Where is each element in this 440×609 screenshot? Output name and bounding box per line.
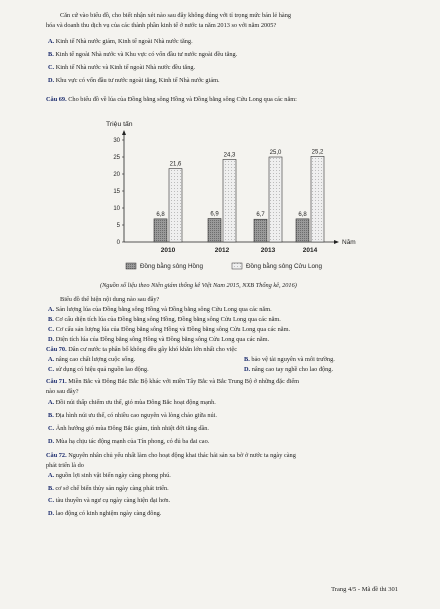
bar-dbsh-2013 [254, 219, 267, 242]
q71-line2: nào sau đây? [46, 388, 79, 395]
y-axis-arrow [122, 130, 126, 135]
y-tick-label: 15 [113, 189, 120, 195]
page-footer: Trang 4/5 - Mã đề thi 301 [331, 586, 398, 593]
q71-option-key: D. [48, 438, 55, 445]
q70-text: Dân cư nước ta phân bố không đều gây khó khăn lớn nhất cho việc [68, 346, 237, 353]
q71-option-key: A. [48, 399, 55, 406]
q69-option-text: Diện tích lúa của Đồng bằng sông Hồng và Đồng bằng sông Cửu Long qua các năm. [55, 336, 270, 343]
q71-option-b[interactable] [48, 412, 217, 420]
q71-option-text: Đồi núi thấp chiếm ưu thế, gió mùa Đông Bắc hoạt động mạnh. [55, 399, 216, 406]
q69-option-b[interactable] [48, 316, 281, 324]
q69-option-key: D. [48, 336, 55, 343]
q72-option-c[interactable] [48, 497, 170, 505]
legend-label-dbscl: Đồng bằng sông Cửu Long [246, 263, 322, 270]
q72-option-d[interactable] [48, 510, 161, 518]
q71-stem [46, 378, 299, 386]
rice-bar-chart [84, 110, 374, 300]
y-tick-label: 0 [116, 240, 120, 246]
q72-option-b[interactable] [48, 485, 169, 493]
q69-option-key: A. [48, 306, 55, 313]
q68-option-text: Kinh tế Nhà nước và Kinh tế ngoài Nhà nước đều tăng. [55, 64, 196, 71]
q71-number: Câu 71. [46, 378, 67, 385]
q68-option-b[interactable] [48, 51, 237, 59]
q69-option-a[interactable] [48, 306, 272, 314]
q68-option-key: B. [48, 51, 54, 58]
q71-option-text: Mùa hạ chịu tác động mạnh của Tín phong, có đủ ba đai cao. [55, 438, 210, 445]
q69-option-key: B. [48, 316, 54, 323]
legend-swatch-dbscl [232, 263, 242, 269]
q72-option-key: B. [48, 484, 54, 492]
q69-option-c[interactable] [48, 326, 290, 334]
q71-option-c[interactable] [48, 425, 209, 433]
q70-option-a[interactable]: A. nâng cao chất lượng cuộc sống. [48, 356, 136, 363]
q71-option-key: B. [48, 412, 54, 419]
q68-option-text: Kinh tế ngoài Nhà nước và Khu vực có vốn đầu tư nước ngoài đều tăng. [55, 51, 238, 58]
bar-dbsh-2010 [154, 219, 167, 242]
q70-option-d[interactable]: D. nâng cao tay nghề cho lao động. [244, 366, 334, 373]
legend-label-dbsh: Đồng bằng sông Hồng [140, 263, 204, 270]
q68-option-key: A. [48, 38, 55, 45]
q71-option-d[interactable] [48, 438, 209, 446]
bar-dbsh-2012 [208, 219, 221, 242]
bar-value-label: 25,0 [269, 150, 282, 156]
q72-option-a[interactable] [48, 472, 171, 480]
q72-option-text: tàu thuyền và ngư cụ ngày càng hiện đại hơn. [55, 497, 171, 504]
bar-value-label: 25,2 [311, 149, 324, 156]
q68-option-d[interactable] [48, 77, 220, 85]
legend-swatch-dbsh [126, 263, 136, 269]
q72-option-text: cơ sở chế biến thủy sản ngày càng phát triển. [55, 484, 169, 492]
y-tick-label: 30 [113, 138, 120, 144]
q70-stem [46, 346, 237, 354]
bar-value-label: 24,3 [223, 152, 236, 159]
q69-option-text: Cơ cấu diện tích lúa của Đồng bằng sông Hồng, Đồng bằng sông Cửu Long qua các năm. [55, 316, 281, 323]
q68-option-a[interactable] [48, 38, 193, 46]
bar-value-label: 6,7 [256, 212, 265, 219]
q68-option-text: Khu vực có vốn đầu tư nước ngoài tăng, Kinh tế Nhà nước giảm. [55, 77, 220, 84]
q71-option-text: Địa hình núi ưu thế, có nhiều cao nguyên và lòng chảo giữa núi. [55, 412, 217, 419]
bar-value-label: 6,8 [156, 211, 165, 218]
q72-line1: Nguyên nhân chủ yếu nhất làm cho hoạt động khai thác hải sản xa bờ ở nước ta ngày càng [68, 452, 296, 459]
q68-option-key: C. [48, 64, 55, 71]
bar-dbscl-2014 [311, 156, 324, 242]
bar-dbscl-2010 [169, 169, 182, 242]
y-tick-label: 5 [116, 223, 120, 229]
q72-option-text: lao động có kinh nghiệm ngày càng đông. [55, 509, 162, 517]
q72-option-key: C. [48, 497, 55, 504]
q71-option-a[interactable] [48, 399, 216, 407]
q71-line1: Miền Bắc và Đông Bắc Bắc Bộ khác với miền Tây Bắc và Bắc Trung Bộ ở những đặc điểm [68, 378, 300, 385]
q69-text: Cho biểu đồ về lúa của Đồng bằng sông Hồng và Đồng bằng sông Cửu Long qua các năm: [68, 96, 297, 103]
q69-number: Câu 69. [46, 96, 67, 103]
y-tick-label: 20 [113, 172, 120, 178]
q70-option-b[interactable]: B. bảo vệ tài nguyên và môi trường. [244, 356, 335, 363]
q68-option-key: D. [48, 77, 55, 84]
q69-option-text: Cơ cấu sản lượng lúa của Đồng bằng sông Hồng và Đồng bằng sông Cửu Long qua các năm. [55, 326, 291, 333]
q72-number: Câu 72. [46, 452, 67, 459]
q72-line2: phát triển là do [46, 462, 84, 469]
q71-option-key: C. [48, 425, 55, 432]
y-axis-label: Triệu tấn [106, 121, 133, 128]
q68-stem-line1: Căn cứ vào biểu đồ, cho biết nhận xét nào sau đây không đúng với tỉ trọng mức bán lẻ hàng [60, 12, 292, 19]
q69-prompt: Biểu đồ thể hiện nội dung nào sau đây? [60, 296, 160, 303]
q68-stem-line2: hóa và doanh thu dịch vụ của các thành phần kinh tế ở nước ta năm 2013 so với năm 2005? [46, 22, 277, 29]
q69-option-text: Sản lượng lúa của Đồng bằng sông Hồng và Đồng bằng sông Cửu Long qua các năm. [55, 306, 272, 313]
chart-source: (Nguồn số liệu theo Niên giám thống kê Việt Nam 2015, NXB Thống kê, 2016) [100, 282, 297, 289]
x-tick-label: 2013 [260, 247, 276, 254]
y-tick-label: 10 [113, 206, 120, 212]
q72-stem [46, 452, 296, 460]
q72-option-text: nguồn lợi sinh vật biển ngày càng phong phú. [55, 472, 171, 479]
x-tick-label: 2010 [160, 247, 176, 254]
q71-option-text: Ảnh hưởng gió mùa Đông Bắc giảm, tính nhiệt đới tăng dần. [55, 425, 210, 432]
x-tick-label: 2014 [302, 247, 318, 254]
q72-option-key: D. [48, 509, 55, 517]
bar-dbscl-2013 [269, 157, 282, 242]
x-tick-label: 2012 [214, 247, 230, 254]
q68-option-c[interactable] [48, 64, 195, 72]
x-axis-arrow [334, 240, 339, 244]
y-tick-label: 25 [113, 155, 120, 161]
q70-option-c[interactable]: C. sử dụng có hiệu quả nguồn lao động. [48, 366, 149, 373]
bar-value-label: 6,9 [210, 211, 219, 218]
q70-number: Câu 70. [46, 346, 67, 353]
q69-option-d[interactable] [48, 336, 269, 344]
bar-dbsh-2014 [296, 219, 309, 242]
q69-stem [46, 96, 297, 104]
bar-value-label: 6,8 [298, 211, 307, 218]
q68-option-text: Kinh tế Nhà nước giảm, Kinh tế ngoài Nhà nước tăng. [55, 38, 193, 45]
rice-chart [84, 110, 374, 300]
q69-option-key: C. [48, 326, 55, 333]
x-axis-label: Năm [342, 239, 356, 246]
bar-value-label: 21,6 [169, 161, 182, 168]
q72-option-key: A. [48, 472, 55, 479]
bar-dbscl-2012 [223, 159, 236, 242]
